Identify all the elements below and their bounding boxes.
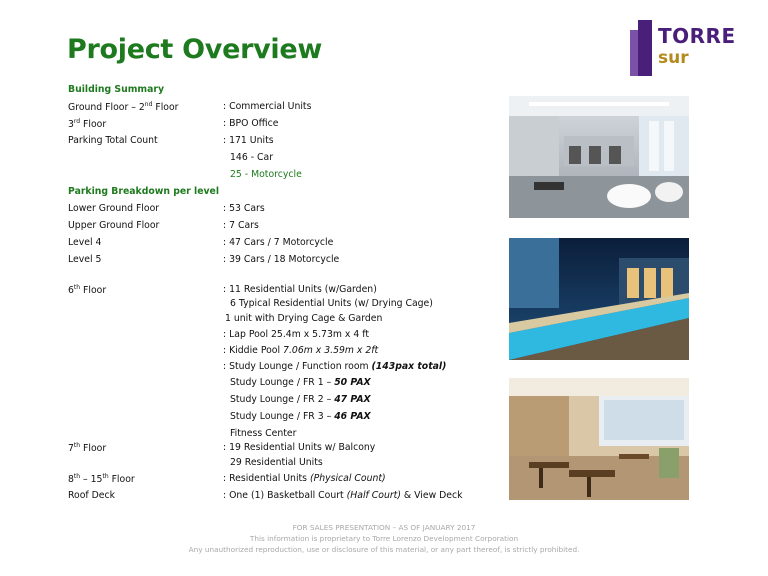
summary-value: : BPO Office (223, 118, 279, 129)
footer-disclaimer (0, 522, 768, 555)
page-title: Project Overview (67, 34, 323, 65)
logo-bar-light (630, 30, 638, 76)
floor-label: 7th Floor (68, 442, 107, 454)
section-heading-building-summary: Building Summary (68, 84, 165, 95)
section-heading-parking-breakdown: Parking Breakdown per level (68, 186, 220, 197)
footer-line: This information is proprietary to Torre Lorenzo Development Corporation (249, 534, 519, 543)
summary-value: : 171 Units (223, 135, 274, 146)
logo-text-sur: sur (658, 48, 689, 68)
floor-label: 6th Floor (68, 284, 107, 296)
study-lounge-photo (509, 378, 689, 500)
summary-label: Ground Floor – 2nd Floor (68, 101, 179, 113)
floor-label: 8th – 15th Floor (68, 473, 135, 485)
summary-value: : Commercial Units (223, 101, 312, 112)
footer-line: Any unauthorized reproduction, use or disclosure of this material, or any part thereof, is strictly prohibited. (188, 545, 580, 554)
summary-label: Parking Total Count (68, 135, 158, 146)
footer-line: FOR SALES PRESENTATION – AS OF JANUARY 2017 (292, 523, 476, 532)
logo-bar-dark (638, 20, 652, 76)
logo-text-torre: TORRE (658, 24, 736, 48)
pool-photo (509, 238, 689, 360)
torre-sur-logo (630, 18, 740, 78)
summary-label: 3rd Floor (68, 118, 107, 130)
gym-photo (509, 96, 689, 218)
